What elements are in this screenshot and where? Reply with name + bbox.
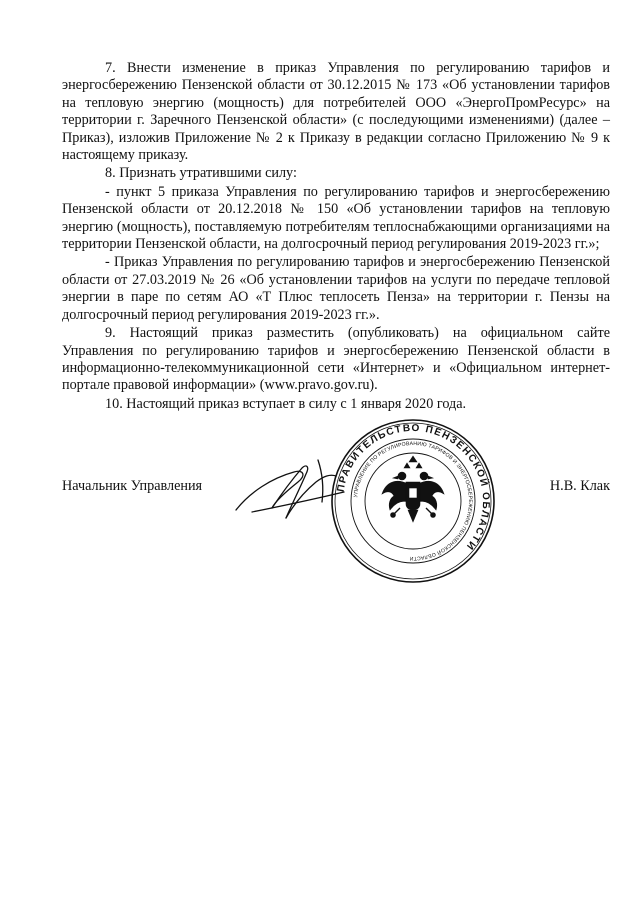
paragraph-8-item-1: - пункт 5 приказа Управления по регулированию тарифов и энергосбережению Пензенской области от 20.12.2018 № 150 «Об установлении тарифов на тепловую энергию (мощность), поставляемую потребителям теплоснабжающими организациями на территории Пензенской области, на долгосрочный период регулирования 2019-2023 гг.»; (62, 183, 610, 253)
paragraph-10: 10. Настоящий приказ вступает в силу с 1 января 2020 года. (105, 395, 467, 412)
paragraph-8: 8. Признать утратившими силу: (105, 165, 297, 182)
paragraph-9: 9. Настоящий приказ разместить (опубликовать) на официальном сайте Управления по регулированию тарифов и энергосбережению Пензенской области в информационно-телекоммуникационной сети «Интернет» и «Официальном интернет-портале правовой информации» (www.pravo.gov.ru). (62, 325, 610, 394)
paragraph-8-item-2: - Приказ Управления по регулированию тарифов и энергосбережению Пензенской области от 27.03.2019 № 26 «Об установлении тарифов на услуги по передаче тепловой энергии в паре по сетям АО «Т Плюс теплосеть Пенза» на территории г. Пензы на долгосрочный период регулирования 2019-2023 гг.». (62, 254, 610, 323)
seal-inner-text: УПРАВЛЕНИЕ ПО РЕГУЛИРОВАНИЮ ТАРИФОВ И ЭНЕРГОСБЕРЕЖЕНИЮ ПЕНЗЕНСКОЙ ОБЛАСТИ (353, 440, 474, 562)
signatory-name: Н.В. Клак (549, 478, 610, 494)
double-headed-eagle-icon (382, 456, 444, 522)
document-body (62, 60, 610, 414)
official-seal (330, 418, 496, 584)
paragraph-7: 7. Внести изменение в приказ Управления по регулированию тарифов и энергосбережению Пензенской области от 30.12.2015 № 173 «Об установлении тарифов на тепловую энергию (мощность) для потребителей ООО «ЭнергоПромРесурс» на территории г. Заречного Пензенской области» (с последующими изменениями) (далее – Приказ), изложив Приложение № 2 к Приказу в редакции согласно Приложению № 9 к настоящему приказу. (62, 60, 610, 164)
seal-outer-text: ПРАВИТЕЛЬСТВО ПЕНЗЕНСКОЙ ОБЛАСТИ (335, 422, 492, 553)
signatory-title: Начальник Управления (62, 478, 203, 494)
